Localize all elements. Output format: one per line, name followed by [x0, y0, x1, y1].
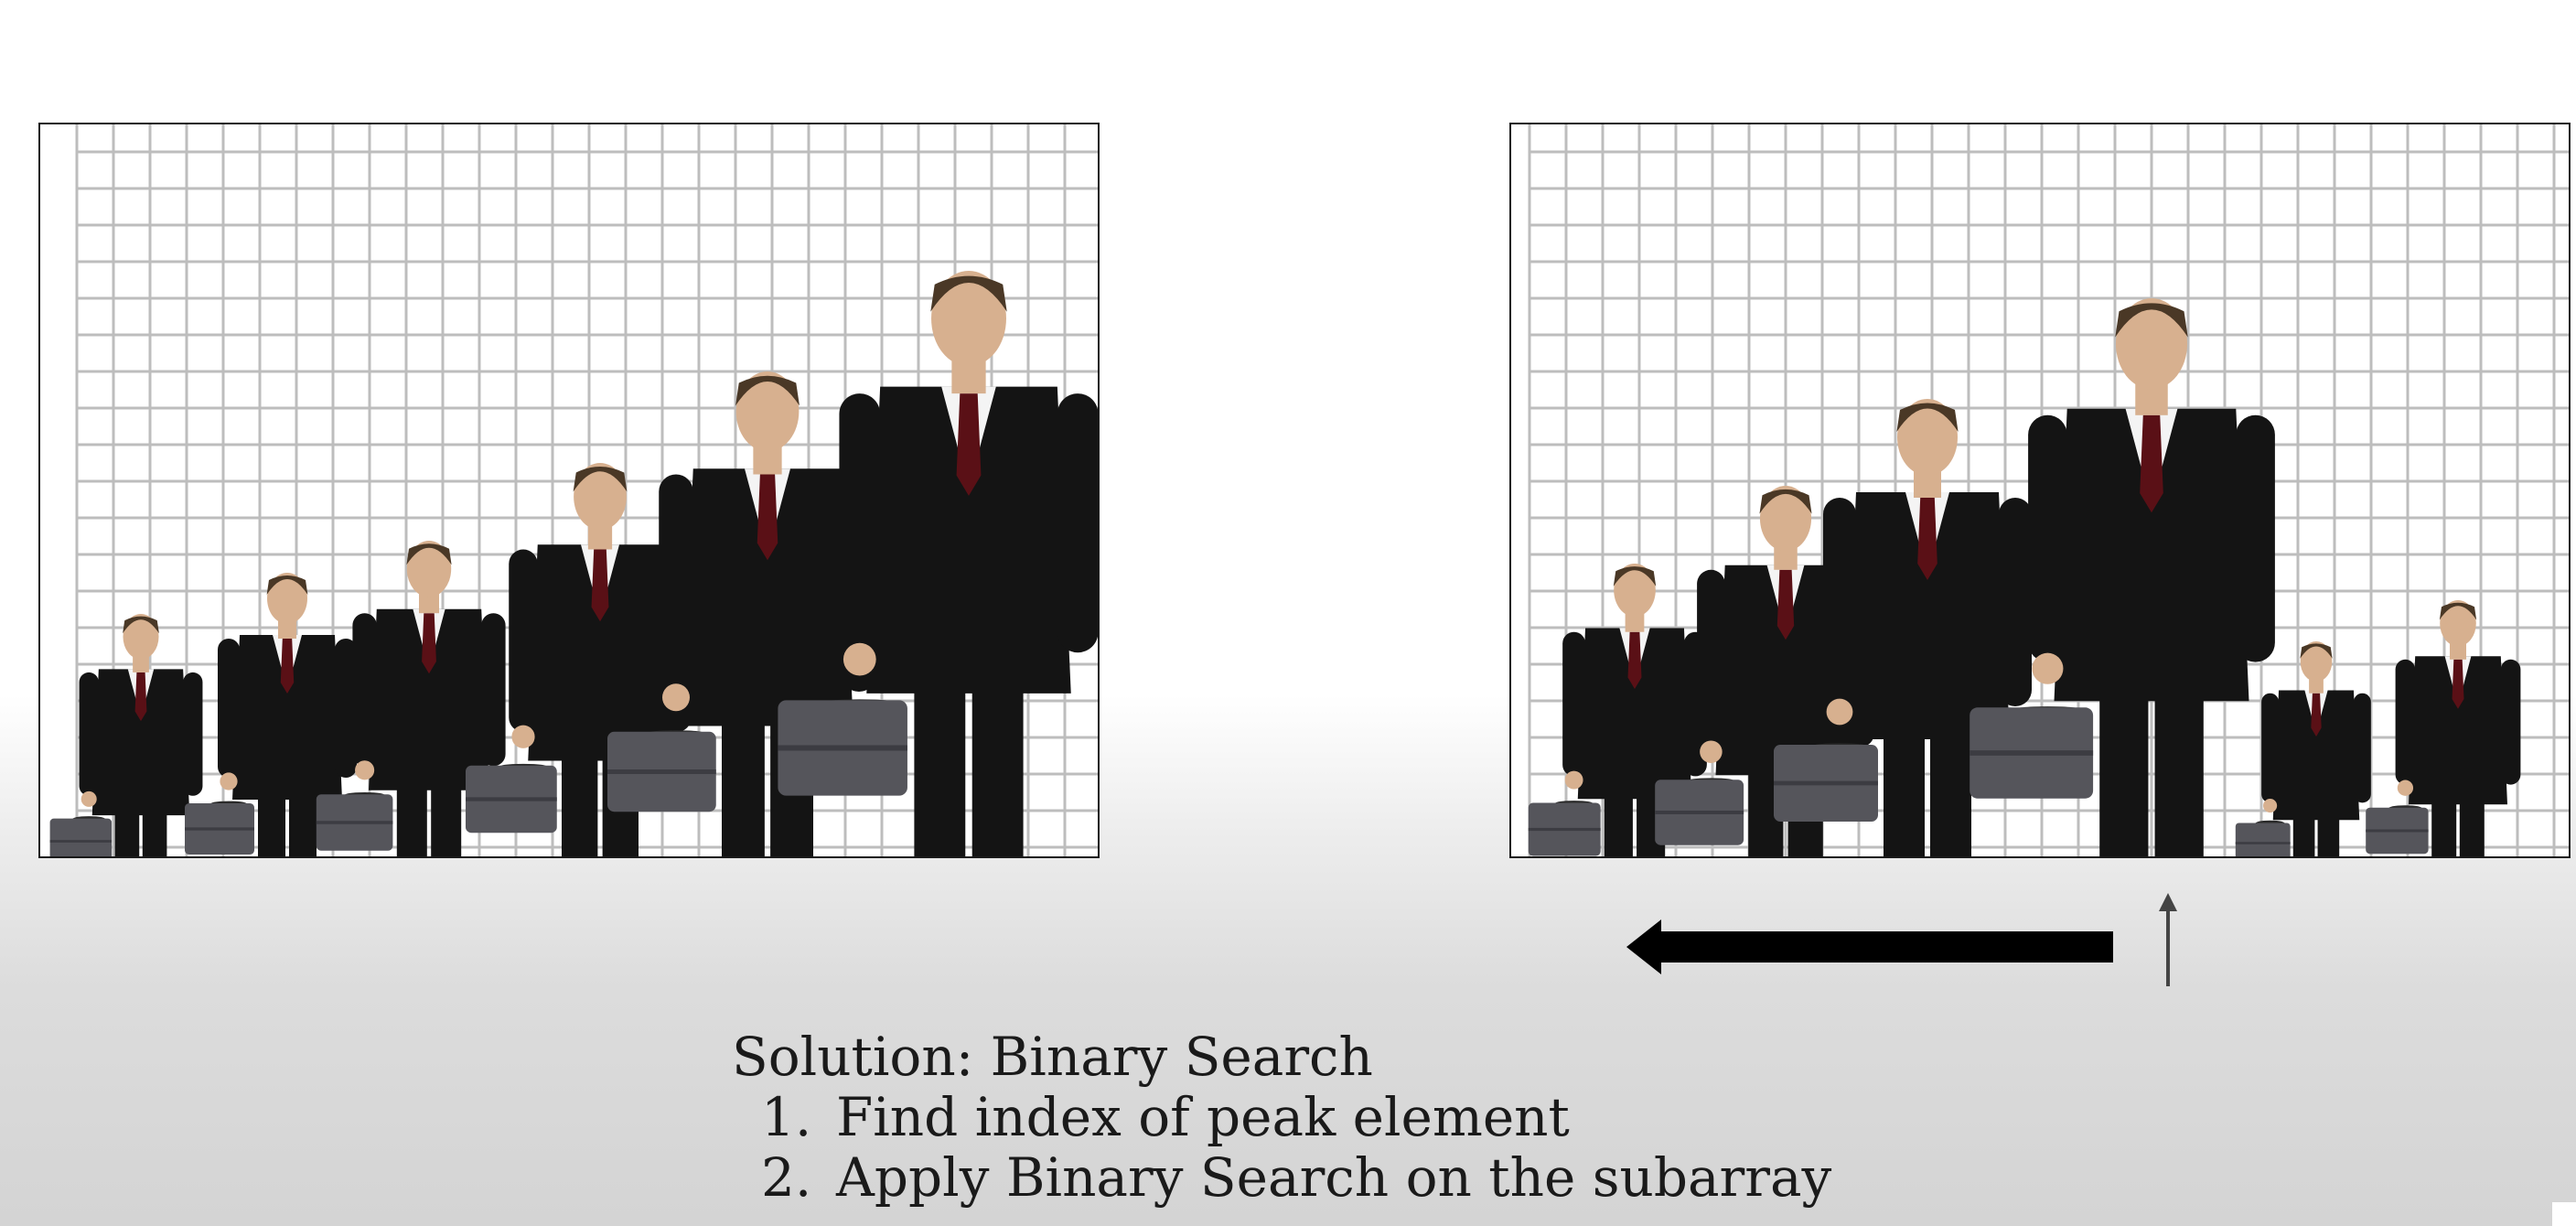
- businessman-figure: [2236, 641, 2371, 856]
- up-arrow-icon: [2159, 893, 2177, 986]
- step-text: Find index of peak element: [836, 1086, 1570, 1148]
- corner-mark: [2552, 1202, 2576, 1226]
- solution-step: [732, 1087, 2012, 1147]
- solution-step: [732, 1147, 2012, 1208]
- solution-text: [732, 1027, 2012, 1208]
- step-number: 1.: [761, 1086, 812, 1148]
- rotated-businessmen-figure: [1511, 124, 2569, 856]
- step-text: Apply Binary Search on the subarray: [836, 1146, 1832, 1209]
- solution-title: Solution: Binary Search: [732, 1026, 1373, 1088]
- businessman-figure: [50, 614, 203, 856]
- rotated-heights-image: [1509, 123, 2571, 858]
- step-number: 2.: [761, 1146, 812, 1209]
- sorted-heights-image: [38, 123, 1100, 858]
- solution-steps: [732, 1087, 2012, 1208]
- left-arrow-icon: [1626, 920, 2113, 974]
- annotation-arrows: [1610, 878, 2195, 997]
- ascending-businessmen-figure: [40, 124, 1098, 856]
